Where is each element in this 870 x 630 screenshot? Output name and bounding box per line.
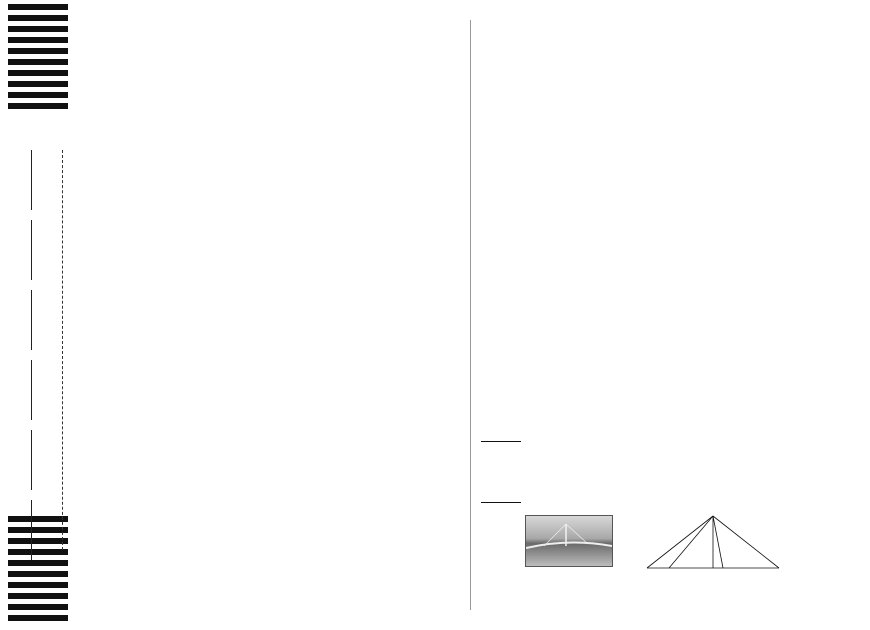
- page-right: [481, 18, 856, 618]
- exam-number-field: [22, 290, 42, 360]
- binding-stripes-top: [8, 4, 68, 114]
- page-divider: [470, 20, 471, 610]
- school-field: [22, 500, 42, 570]
- answer-blank: [481, 433, 521, 442]
- binding-cut-line: [62, 150, 63, 550]
- answer-blank: [481, 494, 521, 503]
- seat-number-field: [22, 150, 42, 220]
- bridge-photo: [525, 515, 613, 567]
- name-field: [22, 360, 42, 430]
- class-field: [22, 430, 42, 500]
- question-stem: [481, 433, 856, 442]
- page-left: [86, 18, 461, 618]
- question-options: [489, 364, 849, 370]
- exam-room-field: [22, 220, 42, 290]
- question-options: [94, 410, 454, 417]
- binding-margin: [0, 0, 72, 630]
- cable-diagram: [639, 508, 784, 578]
- question-line: [481, 494, 856, 503]
